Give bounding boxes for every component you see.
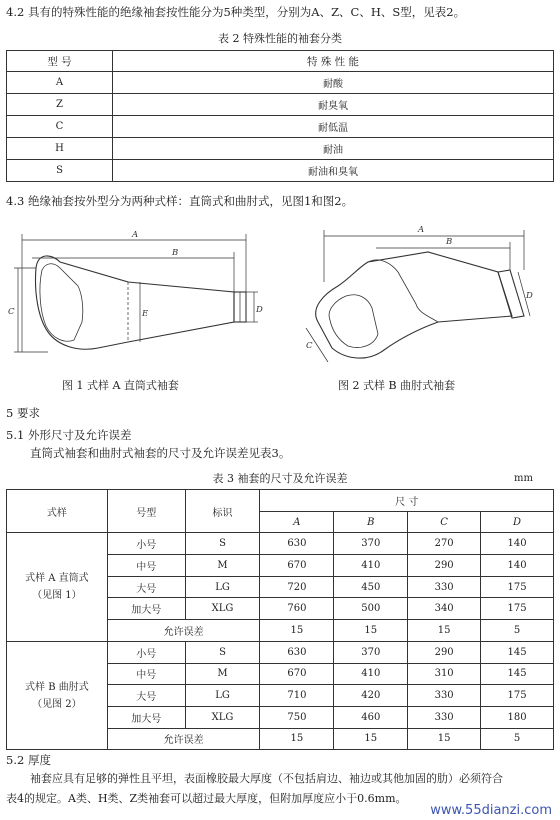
section-5-1-text: 直筒式袖套和曲肘式袖套的尺寸及允许误差见表3。 [30,446,291,460]
cell: 5 [481,728,554,750]
fig1-label-a: A [132,230,139,240]
table-row [7,72,554,94]
table2-caption: 表 2 特殊性能的袖套分类 [218,32,342,45]
fig2-label-d: D [526,291,533,301]
group-a-name: 式样 A 直筒式 [25,573,89,585]
cell: 大号 [107,685,185,707]
cell: 15 [334,728,408,750]
cell: XLG [185,706,260,728]
cell: 15 [260,728,334,750]
group-a-ref: （见图 1） [32,590,82,602]
fig2-label-a: A [418,225,425,235]
table2 [6,50,554,182]
cell: 720 [260,576,334,598]
table-row [7,641,554,663]
cell: 340 [408,598,481,620]
table2-cell: 耐低温 [113,116,554,138]
cell: 175 [481,576,554,598]
cell: 410 [334,663,408,685]
table3-header-mark: 标识 [185,490,260,533]
cell: 450 [334,576,408,598]
cell: 145 [481,641,554,663]
group-b-ref: （见图 2） [32,698,82,710]
cell: 15 [334,620,408,642]
section-5-2-text-1: 袖套应具有足够的弹性且平坦，表面橡胶最大厚度（不包括肩边、袖边或其他加固的肋）必须符合 [30,772,503,785]
table3-header-d: D [481,511,554,533]
figure2-caption: 图 2 式样 B 曲肘式袖套 [338,379,456,392]
table2-cell: 耐酸 [113,72,554,94]
cell: 小号 [107,641,185,663]
fig1-label-b: B [172,248,179,258]
table2-cell: A [7,72,113,94]
cell: 670 [260,555,334,577]
cell: 允许误差 [107,728,260,750]
cell: 460 [334,706,408,728]
cell: 630 [260,533,334,555]
table3-group-a [7,533,108,641]
table2-cell: Z [7,94,113,116]
cell: 5 [481,620,554,642]
cell: 15 [408,620,481,642]
figure1-caption: 图 1 式样 A 直筒式袖套 [62,379,179,392]
fig1-label-e: E [142,309,149,319]
table3 [6,489,554,750]
cell: 175 [481,598,554,620]
section-5-2-text-2: 表4的规定。A类、H类、Z类袖套可以超过最大厚度，但附加厚度应小于0.6mm。 [6,792,407,805]
fig2-label-b: B [446,237,453,247]
cell: 330 [408,685,481,707]
cell: 15 [408,728,481,750]
cell: 330 [408,576,481,598]
table2-header-feature: 特 殊 性 能 [113,51,554,72]
table2-cell: C [7,116,113,138]
table2-header-type: 型 号 [7,51,113,72]
table2-cell: 耐臭氧 [113,94,554,116]
table3-group-b [7,641,108,749]
table3-header-c: C [408,511,481,533]
cell: 670 [260,663,334,685]
cell: 290 [408,555,481,577]
cell: 大号 [107,576,185,598]
cell: LG [185,685,260,707]
table3-header-size: 号型 [107,490,185,533]
cell: 710 [260,685,334,707]
cell: 270 [408,533,481,555]
cell: 中号 [107,555,185,577]
table2-cell: S [7,160,113,182]
cell: 310 [408,663,481,685]
cell: 140 [481,555,554,577]
table3-header-dims: 尺 寸 [260,490,554,512]
section-4-2-text: 4.2 具有的特殊性能的绝缘袖套按性能分为5种类型，分别为A、Z、C、H、S型，见表2。 [6,5,466,19]
table-row [7,138,554,160]
cell: S [185,641,260,663]
cell: 中号 [107,663,185,685]
cell: 420 [334,685,408,707]
cell: 180 [481,706,554,728]
figure2-elbow-sleeve-diagram [288,212,548,372]
cell: 500 [334,598,408,620]
section-5-1-heading: 5.1 外形尺寸及允许误差 [6,428,132,442]
cell: 175 [481,685,554,707]
cell: 370 [334,533,408,555]
cell: 750 [260,706,334,728]
cell: 330 [408,706,481,728]
section-5-2-heading: 5.2 厚度 [6,753,51,767]
section-4-3-text: 4.3 绝缘袖套按外型分为两种式样：直筒式和曲肘式，见图1和图2。 [6,194,354,208]
cell: 小号 [107,533,185,555]
table3-caption: 表 3 袖套的尺寸及允许误差 [212,472,348,485]
table-row [7,116,554,138]
cell: 允许误差 [107,620,260,642]
group-b-name: 式样 B 曲肘式 [25,681,89,693]
cell: M [185,663,260,685]
cell: 370 [334,641,408,663]
table2-cell: H [7,138,113,160]
table3-header-a: A [260,511,334,533]
cell: LG [185,576,260,598]
figure1-straight-sleeve-diagram [8,222,270,368]
cell: 760 [260,598,334,620]
section-5-heading: 5 要求 [6,406,40,420]
table3-header-b: B [334,511,408,533]
cell: S [185,533,260,555]
cell: M [185,555,260,577]
table-row [7,533,554,555]
cell: 15 [260,620,334,642]
cell: XLG [185,598,260,620]
table2-cell: 耐油 [113,138,554,160]
fig1-label-c: C [8,307,15,317]
cell: 145 [481,663,554,685]
cell: 140 [481,533,554,555]
table3-unit: mm [514,473,533,484]
cell: 加大号 [107,706,185,728]
cell: 410 [334,555,408,577]
cell: 290 [408,641,481,663]
table2-cell: 耐油和臭氧 [113,160,554,182]
table-row [7,160,554,182]
fig1-label-d: D [256,305,263,315]
watermark: www.55dianzi.com [430,803,552,818]
table3-header-style: 式样 [7,490,108,533]
cell: 630 [260,641,334,663]
fig2-label-c: C [306,341,313,351]
cell: 加大号 [107,598,185,620]
table-row [7,94,554,116]
